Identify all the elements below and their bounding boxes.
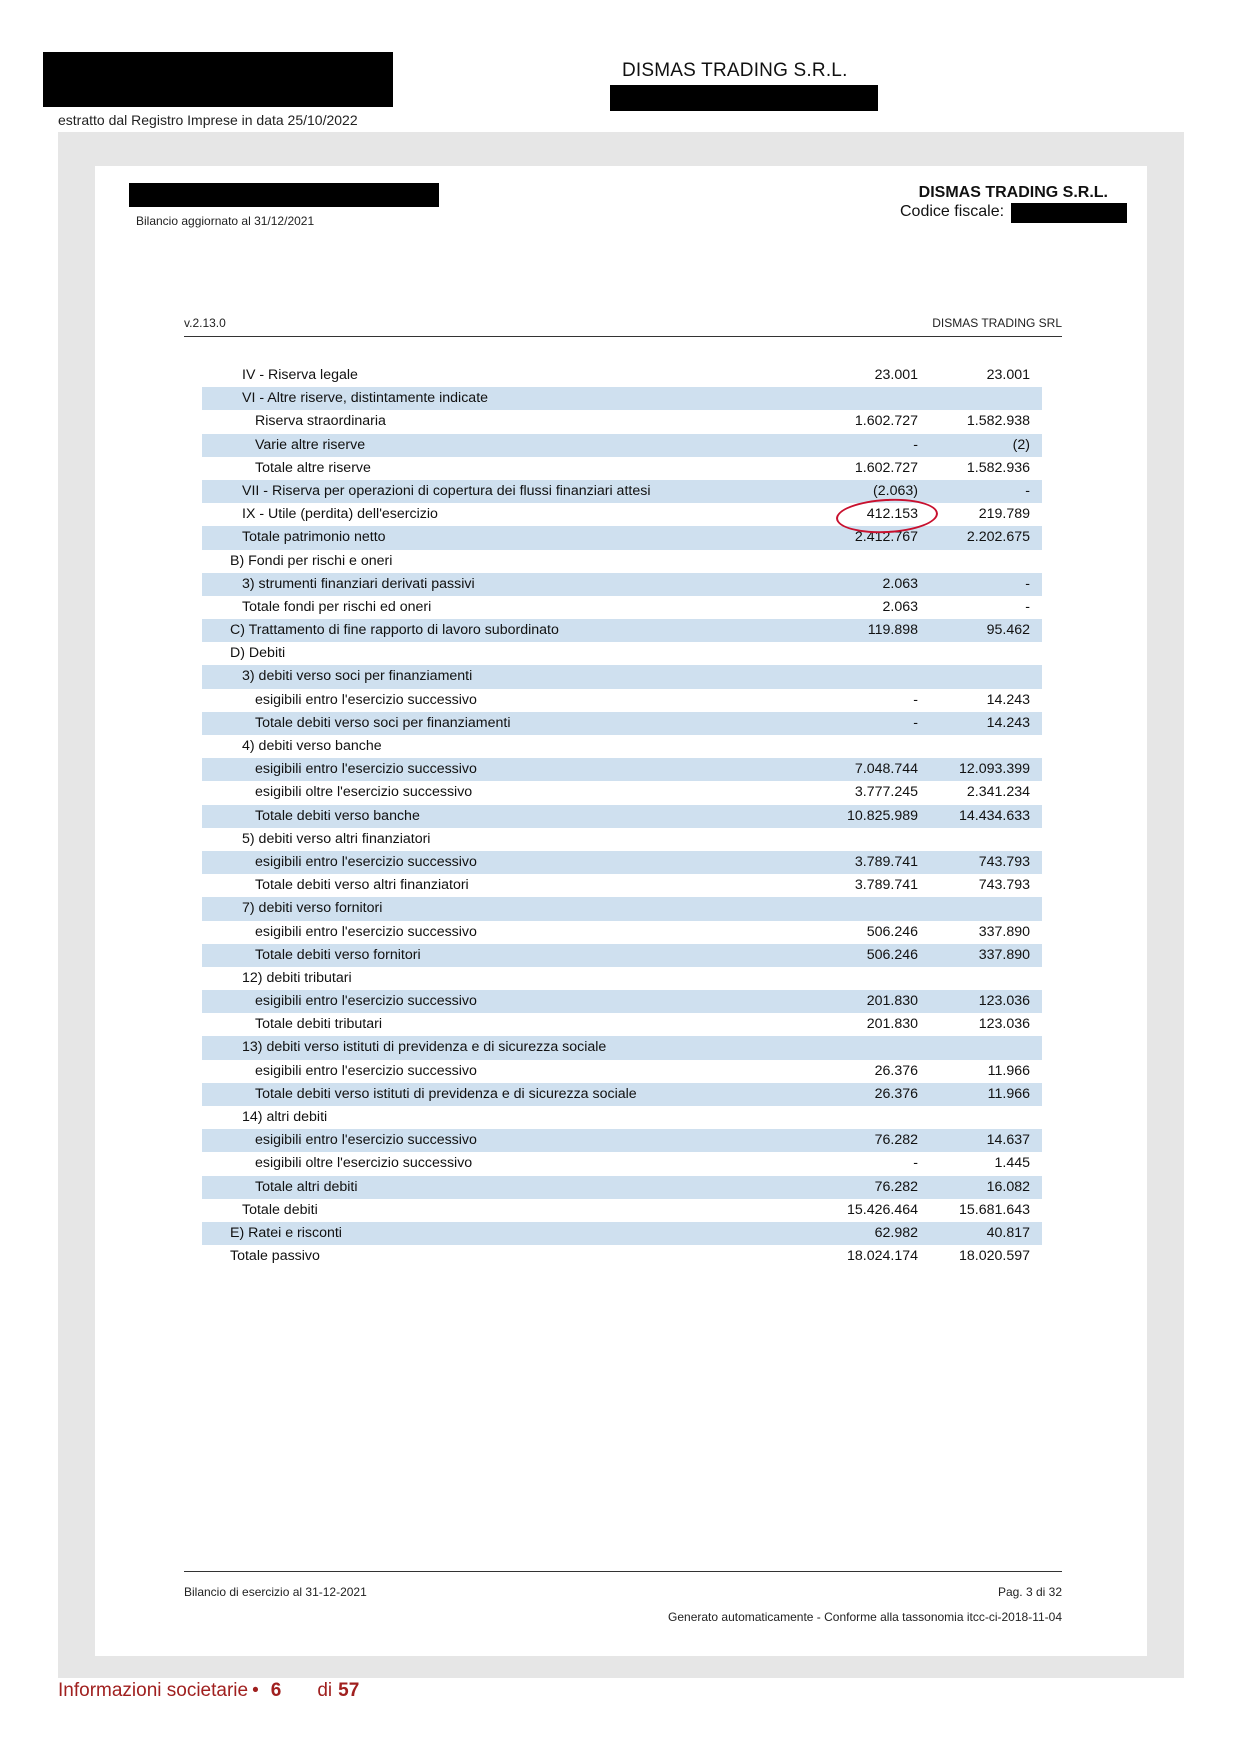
row-label: Totale patrimonio netto	[242, 529, 386, 546]
value-current-year: 412.153	[866, 506, 918, 523]
table-row	[202, 573, 1042, 596]
value-previous-year: 1.582.936	[966, 459, 1030, 476]
table-row	[202, 457, 1042, 480]
table-row	[202, 967, 1042, 990]
value-current-year: 15.426.464	[846, 1201, 918, 1218]
table-row	[202, 689, 1042, 712]
value-previous-year: 14.434.633	[958, 807, 1030, 824]
row-label: esigibili entro l'esercizio successivo	[255, 993, 477, 1010]
value-previous-year: 16.082	[986, 1178, 1030, 1195]
value-current-year: 506.246	[866, 946, 918, 963]
row-label: Varie altre riserve	[255, 436, 366, 453]
table-row	[202, 758, 1042, 781]
row-label: E) Ratei e risconti	[230, 1224, 342, 1241]
section-name: Informazioni societarie	[58, 1680, 249, 1701]
value-current-year: 2.063	[882, 598, 918, 615]
row-label: Totale debiti	[242, 1201, 318, 1218]
row-label: esigibili entro l'esercizio successivo	[255, 1132, 477, 1149]
value-previous-year: 2.341.234	[966, 784, 1030, 801]
row-label: 4) debiti verso banche	[242, 738, 382, 754]
value-previous-year: 1.582.938	[966, 413, 1030, 430]
value-previous-year: 1.445	[994, 1155, 1030, 1172]
row-label: D) Debiti	[230, 645, 286, 662]
value-previous-year: 123.036	[978, 1016, 1030, 1033]
value-previous-year: 11.966	[987, 1085, 1030, 1102]
table-row	[202, 897, 1042, 920]
value-current-year: -	[913, 436, 918, 453]
row-label: VII - Riserva per operazioni di copertura dei flussi finanziari attesi	[242, 482, 651, 499]
table-row	[202, 1060, 1042, 1083]
version-header	[184, 316, 1062, 337]
value-current-year: 3.777.245	[854, 784, 918, 801]
value-current-year: 2.412.767	[854, 529, 918, 546]
redaction-top-center	[610, 85, 878, 111]
redaction-inner-left	[129, 183, 439, 207]
row-label: Riserva straordinaria	[255, 413, 386, 430]
row-label: Totale fondi per rischi ed oneri	[242, 598, 432, 615]
table-row	[202, 921, 1042, 944]
table-row	[202, 1245, 1042, 1268]
row-label: esigibili entro l'esercizio successivo	[255, 1062, 477, 1079]
value-previous-year: 14.637	[986, 1132, 1030, 1149]
codice-fiscale-label: Codice fiscale:	[900, 203, 1005, 220]
value-previous-year: 95.462	[986, 622, 1030, 639]
value-previous-year: 337.890	[978, 923, 1030, 940]
row-label: C) Trattamento di fine rapporto di lavoro subordinato	[230, 622, 559, 639]
row-label: Totale debiti verso fornitori	[255, 946, 421, 963]
value-current-year: -	[913, 714, 918, 731]
row-label: IX - Utile (perdita) dell'esercizio	[242, 506, 438, 523]
value-previous-year: 14.243	[986, 691, 1030, 708]
value-previous-year: 123.036	[978, 993, 1030, 1010]
row-label: esigibili oltre l'esercizio successivo	[255, 784, 473, 801]
value-current-year: 2.063	[882, 575, 918, 592]
table-row	[202, 434, 1042, 457]
row-label: Totale debiti verso altri finanziatori	[255, 877, 469, 894]
value-previous-year: 23.001	[986, 367, 1030, 383]
value-current-year: -	[913, 691, 918, 708]
row-label: 3) strumenti finanziari derivati passivi	[242, 575, 475, 592]
table-row	[202, 1222, 1042, 1245]
bottom-page-indicator	[58, 1680, 363, 1702]
row-label: Totale altre riserve	[255, 459, 371, 476]
value-current-year: 119.898	[867, 622, 918, 639]
value-previous-year: -	[1025, 482, 1030, 499]
value-current-year: 26.376	[874, 1085, 918, 1102]
table-row	[202, 665, 1042, 688]
table-row	[202, 387, 1042, 410]
table-row	[202, 1176, 1042, 1199]
row-label: Totale debiti verso banche	[255, 807, 420, 824]
footer-divider	[184, 1571, 1062, 1572]
row-label: Totale debiti verso istituti di previdenza e di sicurezza sociale	[255, 1085, 637, 1102]
row-label: esigibili entro l'esercizio successivo	[255, 761, 477, 778]
table-row	[202, 410, 1042, 433]
redaction-codice-fiscale	[1011, 203, 1127, 223]
row-label: 13) debiti verso istituti di previdenza e di sicurezza sociale	[242, 1039, 607, 1056]
row-label: esigibili entro l'esercizio successivo	[255, 691, 477, 708]
header-company-name: DISMAS TRADING S.R.L.	[918, 184, 1108, 201]
row-label: IV - Riserva legale	[242, 367, 358, 383]
table-row	[202, 781, 1042, 804]
row-label: 3) debiti verso soci per finanziamenti	[242, 668, 473, 685]
value-previous-year: 219.789	[978, 506, 1030, 523]
top-company-name: DISMAS TRADING S.R.L.	[622, 60, 848, 81]
table-row	[202, 1013, 1042, 1036]
current-page: 6	[270, 1680, 282, 1701]
bullet-separator: •	[252, 1680, 259, 1701]
registry-extract-date: estratto dal Registro Imprese in data 25/10/2022	[58, 112, 358, 128]
row-label: esigibili entro l'esercizio successivo	[255, 923, 477, 940]
value-current-year: 76.282	[874, 1178, 918, 1195]
row-label: Totale debiti tributari	[255, 1016, 382, 1033]
table-row	[202, 944, 1042, 967]
value-current-year: 3.789.741	[854, 877, 918, 894]
value-previous-year: 2.202.675	[966, 529, 1030, 546]
table-row	[202, 874, 1042, 897]
value-previous-year: (2)	[1012, 436, 1030, 453]
value-previous-year: 743.793	[978, 853, 1030, 870]
value-current-year: 1.602.727	[854, 413, 918, 430]
row-label: VI - Altre riserve, distintamente indicate	[242, 390, 489, 407]
value-previous-year: 11.966	[987, 1062, 1030, 1079]
value-current-year: 23.001	[874, 367, 918, 383]
of-label: di	[317, 1680, 333, 1701]
value-current-year: 1.602.727	[854, 459, 918, 476]
value-current-year: 62.982	[874, 1224, 918, 1241]
table-row	[202, 805, 1042, 828]
value-current-year: 506.246	[866, 923, 918, 940]
redaction-top-left	[43, 52, 393, 107]
table-row	[202, 596, 1042, 619]
row-label: 5) debiti verso altri finanziatori	[242, 830, 431, 847]
table-row	[202, 828, 1042, 851]
table-row	[202, 619, 1042, 642]
table-row	[202, 526, 1042, 549]
value-previous-year: 12.093.399	[958, 761, 1030, 778]
value-current-year: 201.830	[866, 1016, 918, 1033]
row-label: Totale altri debiti	[255, 1178, 358, 1195]
software-version: v.2.13.0	[184, 316, 226, 330]
table-row	[202, 1129, 1042, 1152]
table-row	[202, 550, 1042, 573]
row-label: Totale passivo	[230, 1248, 320, 1265]
table-row	[202, 1083, 1042, 1106]
table-row	[202, 735, 1042, 758]
value-current-year: 10.825.989	[846, 807, 918, 824]
table-row	[202, 364, 1042, 387]
document-company-name: DISMAS TRADING SRL	[932, 316, 1062, 330]
value-previous-year: 18.020.597	[958, 1248, 1030, 1265]
table-row	[202, 1152, 1042, 1175]
value-current-year: 76.282	[874, 1132, 918, 1149]
row-label: esigibili oltre l'esercizio successivo	[255, 1155, 473, 1172]
page-number: Pag. 3 di 32	[997, 1585, 1062, 1599]
row-label: B) Fondi per rischi e oneri	[230, 552, 393, 569]
value-previous-year: 337.890	[978, 946, 1030, 963]
row-label: esigibili entro l'esercizio successivo	[255, 853, 477, 870]
value-current-year: -	[913, 1155, 918, 1172]
value-previous-year: 15.681.643	[958, 1201, 1030, 1218]
total-pages: 57	[338, 1680, 360, 1701]
row-label: 14) altri debiti	[242, 1109, 328, 1125]
value-previous-year: -	[1025, 598, 1030, 615]
table-row	[202, 1199, 1042, 1222]
table-row	[202, 642, 1042, 665]
table-row	[202, 851, 1042, 874]
value-current-year: (2.063)	[873, 482, 918, 499]
value-current-year: 201.830	[866, 993, 918, 1010]
balance-updated-date: Bilancio aggiornato al 31/12/2021	[136, 214, 315, 228]
row-label: Totale debiti verso soci per finanziamenti	[255, 714, 511, 731]
table-row	[202, 712, 1042, 735]
value-previous-year: 40.817	[986, 1224, 1030, 1241]
value-current-year: 26.376	[874, 1062, 918, 1079]
table-row	[202, 1036, 1042, 1059]
generated-note: Generato automaticamente - Conforme alla tassonomia itcc-ci-2018-11-04	[668, 1610, 1062, 1624]
table-row	[202, 990, 1042, 1013]
value-previous-year: -	[1025, 575, 1030, 592]
row-label: 12) debiti tributari	[242, 969, 352, 986]
value-previous-year: 14.243	[986, 714, 1030, 731]
value-current-year: 3.789.741	[854, 853, 918, 870]
value-current-year: 18.024.174	[846, 1248, 918, 1265]
footer-document-title: Bilancio di esercizio al 31-12-2021	[184, 1585, 367, 1599]
row-label: 7) debiti verso fornitori	[242, 900, 383, 917]
value-previous-year: 743.793	[978, 877, 1030, 894]
value-current-year: 7.048.744	[854, 761, 918, 778]
table-row	[202, 1106, 1042, 1129]
